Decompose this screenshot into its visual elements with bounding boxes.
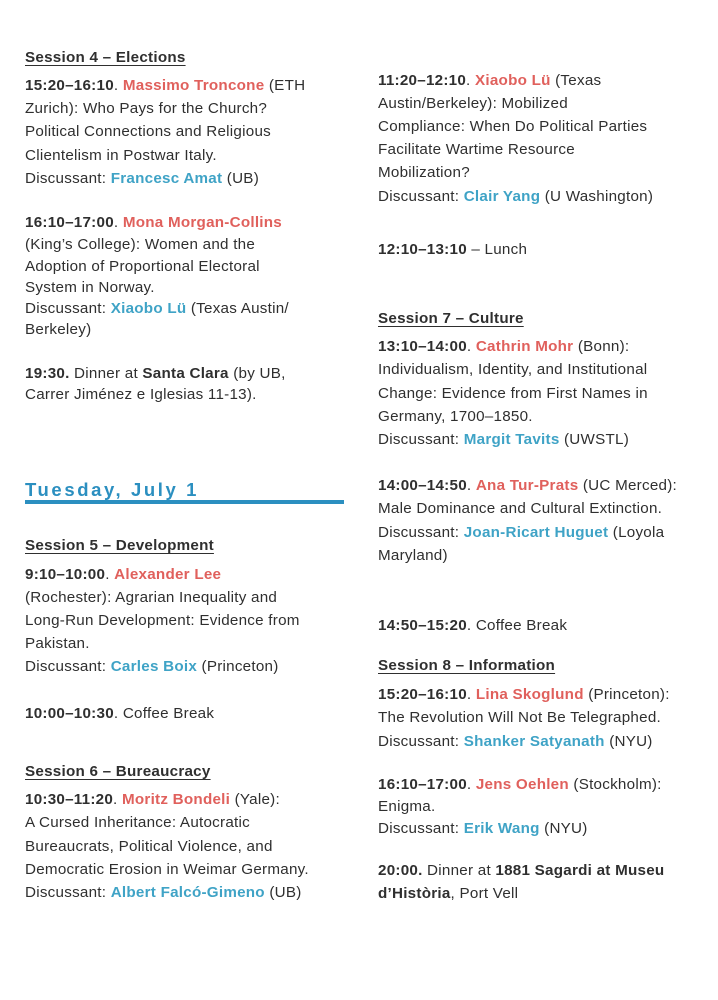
talk-title-line: Political Connections and Religious [25,123,271,140]
coffee-break-line [378,614,567,637]
talk-title-line: Democratic Erosion in Weimar Germany. [25,861,309,878]
talk-time: 10:30–11:20 [25,791,114,808]
session-4-title: Session 4 – Elections [25,49,186,66]
session-6-title: Session 6 – Bureaucracy [25,763,211,780]
discussant-affiliation: (Loyola [608,524,665,541]
day-heading: Tuesday, July 1 [25,479,200,500]
discussant-line [25,655,279,678]
discussant-label: Discussant: [25,170,111,187]
talk-time: 14:00–14:50 [378,477,467,494]
speaker-affiliation: (Princeton): [583,686,670,703]
session-5-title: Session 5 – Development [25,537,214,554]
talk-title-line: Zurich): Who Pays for the Church? [25,100,268,117]
talk-title-line: Facilitate Wartime Resource [378,141,575,158]
talk-title-line: A Cursed Inheritance: Autocratic [25,814,250,831]
speaker-affiliation: (UC Merced): [578,477,677,494]
discussant-line [378,185,653,208]
lunch-label: – Lunch [466,241,528,258]
discussant-line [378,428,629,451]
talk-title-line: Pakistan. [25,635,90,652]
discussant-name: Erik Wang [463,820,540,837]
discussant-affiliation: (NYU) [604,733,653,750]
speaker-name: Massimo Troncone [122,77,265,94]
talk-line: 15:20–16:10. Lina Skoglund (Princeton): [378,686,670,703]
talk-line: 14:00–14:50. Ana Tur-Prats (UC Merced): [378,477,677,494]
speaker-name: Moritz Bondeli [122,791,231,808]
talk-title-line: Individualism, Identity, and Institutional [378,361,648,378]
break-time: 10:00–10:30 [25,705,114,722]
discussant-affiliation: (Texas Austin/ [186,300,289,317]
talk-title-line: (King’s College): Women and the [25,236,256,253]
speaker-affiliation: (Texas [550,72,602,89]
speaker-name: Xiaobo Lü [475,72,551,89]
session-7-title: Session 7 – Culture [378,310,524,327]
day-heading-rule [25,500,344,504]
discussant-label: Discussant: [378,431,464,448]
discussant-affiliation-cont: Maryland) [378,547,448,564]
discussant-affiliation-cont: Berkeley) [25,321,92,338]
talk-line: 15:20–16:10. Massimo Troncone (ETH [25,77,306,94]
discussant-name: Margit Tavits [463,431,560,448]
talk-line: 13:10–14:00. Cathrin Mohr (Bonn): [378,338,630,355]
talk-title-line: The Revolution Will Not Be Telegraphed. [378,709,661,726]
dinner-time: 20:00. [378,862,423,879]
discussant-label: Discussant: [25,658,111,675]
discussant-name: Shanker Satyanath [463,733,605,750]
discussant-label: Discussant: [378,733,464,750]
discussant-name: Clair Yang [463,188,541,205]
talk-time: 16:10–17:00 [25,214,114,231]
dinner-address: Carrer Jiménez e Iglesias 11-13). [25,386,257,403]
speaker-affiliation: (ETH [264,77,306,94]
talk-title-line: Male Dominance and Cultural Extinction. [378,500,663,517]
discussant-line [25,297,289,320]
dinner-line [25,362,286,385]
dinner-line [378,859,664,882]
discussant-line [378,730,653,753]
discussant-name: Joan-Ricart Huguet [463,524,609,541]
speaker-affiliation: (Bonn): [573,338,630,355]
discussant-line [25,881,302,904]
break-label: . Coffee Break [466,617,568,634]
talk-title-line: (Rochester): Agrarian Inequality and [25,589,278,606]
dinner-text: (by UB, [228,365,286,382]
talk-time: 13:10–14:00 [378,338,467,355]
talk-time: 9:10–10:00 [25,566,106,583]
talk-time: 16:10–17:00 [378,776,467,793]
discussant-affiliation: (NYU) [539,820,588,837]
talk-title-line: Compliance: When Do Political Parties [378,118,648,135]
talk-time: 11:20–12:10 [378,72,467,89]
speaker-name: Alexander Lee [114,566,222,583]
discussant-affiliation: (UB) [222,170,259,187]
talk-line: 9:10–10:00. Alexander Lee [25,566,222,583]
discussant-label: Discussant: [378,820,464,837]
talk-title-line: Adoption of Proportional Electoral [25,258,260,275]
speaker-name: Jens Oehlen [475,776,569,793]
talk-title-line: Long-Run Development: Evidence from [25,612,300,629]
discussant-name: Xiaobo Lü [110,300,187,317]
discussant-line [378,521,664,544]
dinner-text: Dinner at [69,365,143,382]
speaker-affiliation: (Yale): [230,791,280,808]
talk-line: 11:20–12:10. Xiaobo Lü (Texas [378,72,602,89]
talk-title-line: Bureaucrats, Political Violence, and [25,838,273,855]
talk-title-line: Change: Evidence from First Names in [378,385,648,402]
discussant-line [378,817,588,840]
speaker-name: Lina Skoglund [475,686,584,703]
break-label: . Coffee Break [113,705,215,722]
discussant-label: Discussant: [25,884,111,901]
discussant-name: Francesc Amat [110,170,223,187]
talk-line: 16:10–17:00. Jens Oehlen (Stockholm): [378,776,662,793]
dinner-venue-cont: d’Història [378,885,451,902]
talk-title-line: Clientelism in Postwar Italy. [25,147,217,164]
discussant-affiliation: (UWSTL) [559,431,630,448]
discussant-affiliation: (Princeton) [197,658,279,675]
speaker-name: Cathrin Mohr [475,338,574,355]
talk-title-line: Enigma. [378,798,436,815]
session-8-title: Session 8 – Information [378,657,556,674]
talk-time: 15:20–16:10 [25,77,114,94]
dinner-text: , Port Vell [450,885,519,902]
talk-time: 15:20–16:10 [378,686,467,703]
dinner-venue: 1881 Sagardi at Museu [495,862,665,879]
lunch-time: 12:10–13:10 [378,241,467,258]
discussant-affiliation: (U Washington) [540,188,654,205]
talk-line: 10:30–11:20. Moritz Bondeli (Yale): [25,791,280,808]
dinner-text: Dinner at [422,862,496,879]
speaker-name: Ana Tur-Prats [475,477,579,494]
discussant-name: Albert Falcó-Gimeno [110,884,265,901]
break-time: 14:50–15:20 [378,617,467,634]
talk-title-line: Mobilization? [378,164,470,181]
dinner-time: 19:30. [25,365,70,382]
dinner-venue: Santa Clara [142,365,229,382]
talk-title-line: System in Norway. [25,279,155,296]
lunch-line [378,238,527,261]
discussant-label: Discussant: [25,300,111,317]
coffee-break-line [25,702,214,725]
discussant-name: Carles Boix [110,658,198,675]
talk-title-line: Austin/Berkeley): Mobilized [378,95,568,112]
discussant-line [25,167,259,190]
speaker-name: Mona Morgan-Collins [122,214,282,231]
discussant-label: Discussant: [378,188,464,205]
talk-title-line: Germany, 1700–1850. [378,408,533,425]
discussant-label: Discussant: [378,524,464,541]
talk-line: 16:10–17:00. Mona Morgan-Collins [25,214,282,231]
discussant-affiliation: (UB) [264,884,302,901]
dinner-line-cont [378,882,518,905]
speaker-affiliation: (Stockholm): [568,776,662,793]
